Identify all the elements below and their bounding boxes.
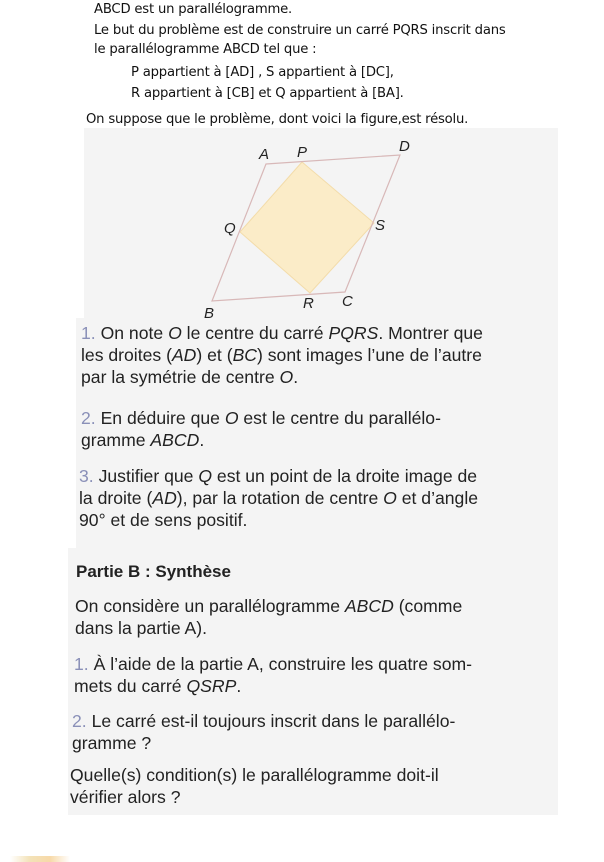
text: O xyxy=(224,408,239,428)
square-pqrs xyxy=(240,162,374,293)
text: QSRP xyxy=(186,676,237,696)
question-number: 1. xyxy=(81,323,96,343)
part-b-intro xyxy=(75,595,541,639)
question-a2 xyxy=(81,407,547,451)
question-number: 1. xyxy=(74,654,89,674)
text: et d’angle xyxy=(396,488,479,508)
text: O xyxy=(279,367,294,387)
text: AD xyxy=(152,488,177,508)
text: PQRS xyxy=(328,323,379,343)
text: gramme ? xyxy=(72,733,152,753)
label-q: Q xyxy=(224,220,236,237)
text: Justifier que xyxy=(93,466,199,486)
text: À l’aide de la partie A, construire les quatre som- xyxy=(88,654,473,674)
text: le centre du carré xyxy=(181,323,329,343)
question-a3 xyxy=(79,465,545,531)
text: est le centre du parallélo- xyxy=(238,408,441,428)
intro-line-2: Le but du problème est de construire un carré PQRS inscrit dans xyxy=(94,23,506,38)
label-d: D xyxy=(399,138,410,155)
text: ) sont images l’une de l’autre xyxy=(257,345,482,365)
text: 90° et de sens positif. xyxy=(79,510,248,530)
text: les droites ( xyxy=(81,345,172,365)
text: Q xyxy=(198,466,213,486)
label-b: B xyxy=(204,305,215,322)
label-r: R xyxy=(303,295,314,312)
intro-line-3: le parallélogramme ABCD tel que : xyxy=(94,42,317,57)
condition-line-2: R appartient à [CB] et Q appartient à [BA]. xyxy=(131,86,404,101)
text: En déduire que xyxy=(95,408,225,428)
text: ABCD xyxy=(150,430,200,450)
text: AD xyxy=(171,345,197,365)
text: . xyxy=(293,367,299,387)
label-s: S xyxy=(375,217,386,234)
text: mets du carré xyxy=(74,676,187,696)
text: Quelle(s) condition(s) le parallélogramme doit-il xyxy=(70,765,439,785)
question-number: 3. xyxy=(79,466,94,486)
question-a1 xyxy=(81,322,547,388)
text: (comme xyxy=(393,596,463,616)
text: O xyxy=(168,323,182,343)
intro-line-4: On suppose que le problème, dont voici la figure,est résolu. xyxy=(86,112,469,127)
text: ABCD xyxy=(344,596,394,616)
text: . xyxy=(236,676,242,696)
text: BC xyxy=(232,345,258,365)
text: . Montrer que xyxy=(378,323,483,343)
text: . xyxy=(199,430,205,450)
text: gramme xyxy=(81,430,151,450)
question-number: 2. xyxy=(72,711,87,731)
text: ) et ( xyxy=(196,345,233,365)
text: Le carré est-il toujours inscrit dans le parallélo- xyxy=(86,711,456,731)
text: O xyxy=(383,488,397,508)
text: On note xyxy=(95,323,169,343)
label-p: P xyxy=(297,144,308,161)
label-a: A xyxy=(259,146,270,163)
question-number: 2. xyxy=(81,408,96,428)
text: la droite ( xyxy=(79,488,153,508)
geometry-figure xyxy=(0,0,604,330)
question-b2 xyxy=(72,710,538,754)
scan-artifact xyxy=(10,856,70,862)
condition-question xyxy=(70,764,536,808)
intro-line-1: ABCD est un parallélogramme. xyxy=(94,2,293,17)
text: ), par la rotation de centre xyxy=(176,488,384,508)
text: dans la partie A). xyxy=(75,618,208,638)
condition-line-1: P appartient à [AD] , S appartient à [DC], xyxy=(131,65,394,80)
text: vérifier alors ? xyxy=(70,787,181,807)
text: est un point de la droite image de xyxy=(212,466,478,486)
label-c: C xyxy=(342,293,353,310)
part-b-heading: Partie B : Synthèse xyxy=(76,562,231,581)
question-b1 xyxy=(74,653,540,697)
text: par la symétrie de centre xyxy=(81,367,280,387)
text: On considère un parallélogramme xyxy=(75,596,345,616)
